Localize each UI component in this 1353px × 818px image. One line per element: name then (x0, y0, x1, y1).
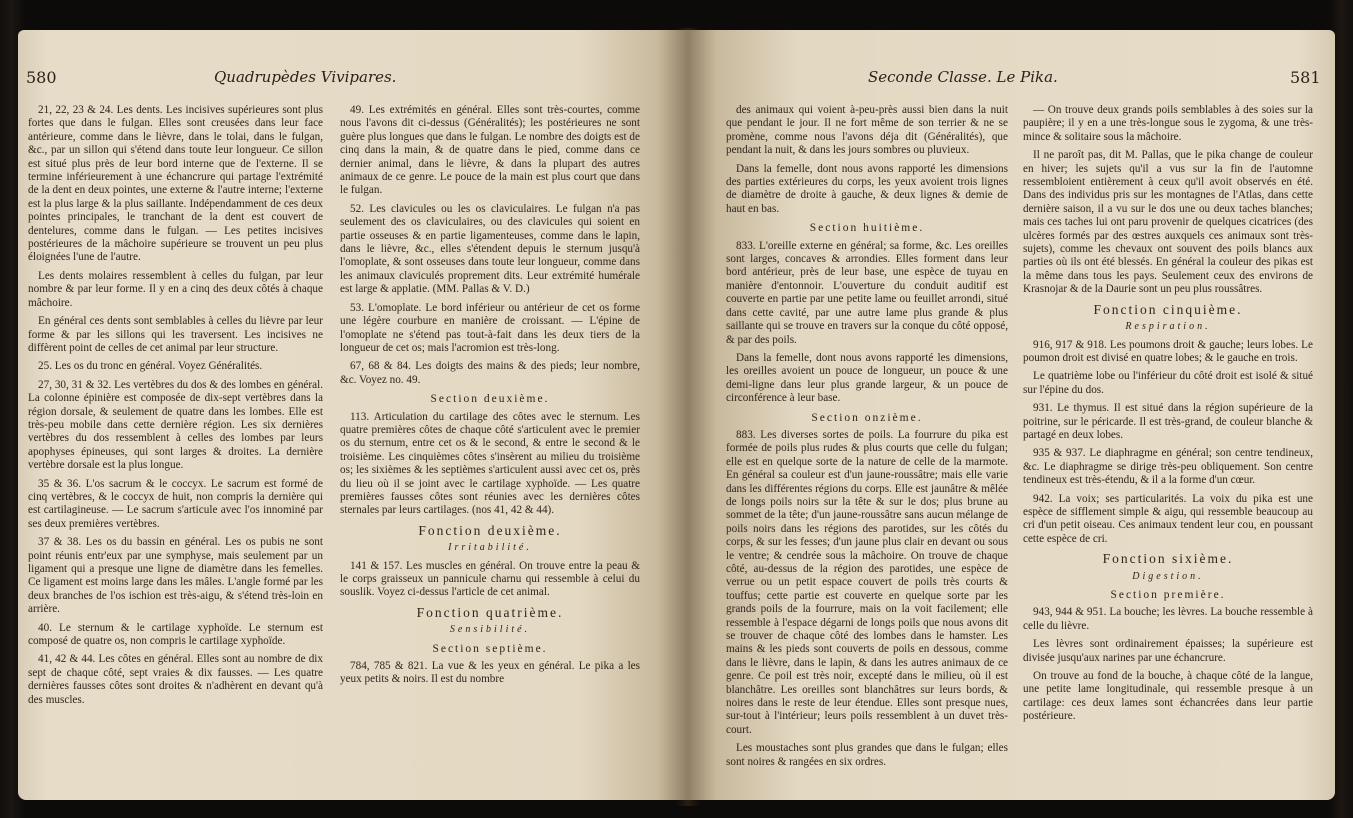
paragraph: Dans la femelle, dont nous avons rapporté les dimensions des parties extérieures du corps, les yeux avoient trois lignes de diamètre de droite à gauche, & deux lignes & demie de haut en bas. (726, 162, 1008, 215)
left-page-number: 580 (26, 68, 57, 87)
left-running-head: Quadrupèdes Vivipares. (214, 68, 397, 86)
paragraph: 25. Les os du tronc en général. Voyez Généralités. (38, 360, 263, 373)
section-heading: Fonction quatrième. (416, 604, 564, 620)
left-page (18, 30, 688, 800)
left-column-1 (28, 104, 323, 712)
paragraph: 833. L'oreille externe en général; sa forme, &c. Les oreilles sont larges, concaves & arrondies. Elles forment dans leur bord antérieur, près de leur base, une espèce de tuyau en manière d'entonnoir. L'ouverture du conduit auditif est couverte en partie par une petite lame ou feuillet arrondi, situé dans cette cavité, par une autre lame plus grande & plus saillante qui se trouve en travers sur la conque du côté opposé, & par des poils. (726, 239, 1008, 346)
paragraph: 784, 785 & 821. La vue & les yeux en général. Le pika a les yeux petits & noirs. Il est du nombre (340, 660, 640, 686)
paragraph: Dans la femelle, dont nous avons rapporté les dimensions, les oreilles avoient un pouce de longueur, un pouce & une demi-ligne dans leur plus grande largeur, & un pouce de circonférence à leur base. (726, 351, 1008, 405)
paragraph: des animaux qui voient à-peu-près aussi bien dans la nuit que pendant le jour. Il ne fort même de son terrier & ne se promène, comme nous l'avons déja dit (Généralités), que pendant la nuit, & dans les jours sombres ou pluvieux. (726, 104, 1008, 157)
subheading: Digestion. (1132, 570, 1204, 582)
section-heading: Section première. (1110, 589, 1226, 601)
subheading: Irritabilité. (448, 542, 532, 554)
right-running-head: Seconde Classe. Le Pika. (868, 68, 1058, 86)
section-heading: Section deuxième. (430, 393, 550, 406)
paragraph: 41, 42 & 44. Les côtes en général. Elles sont au nombre de dix sept de chaque côté, sept vraies & dix fausses. — Les quatre dernières fausses côtes sont droites & n'adhèrent en devant qu'à des muscles. (28, 653, 323, 706)
paragraph: 40. Le sternum & le cartilage xyphoïde. Le sternum est composé de quatre os, non compris le cartilage xyphoïde. (28, 621, 323, 648)
paragraph: 67, 68 & 84. Les doigts des mains & des pieds; leur nombre, &c. Voyez no. 49. (340, 360, 640, 386)
left-column-2 (340, 104, 640, 692)
paragraph: 21, 22, 23 & 24. Les dents. Les incisives supérieures sont plus fortes que dans le fulgan. Elles sont creusées dans leur face antérieure, comme dans le lièvre, dans le tolai, dans le fulgan, &c., par un sillon qui s'étend dans toute leur longueur. Ce sillon est situé plus près de leur bord interne que de l'externe. Il se termine inférieurement à une échancrure qui partage l'extrémité de la dent en deux pointes, une externe & l'autre interne; l'externe est la plus large & la plus saillante. Indépendamment de ces deux pointes principales, le tranchant de la dent est couvert de dentelures, comme dans le fulgan. — Les petites incisives postérieures de la mâchoire supérieure se trouvent un peu plus éloignées l'une de l'autre. (28, 104, 323, 264)
paragraph: Le quatrième lobe ou l'inférieur du côté droit est isolé & situé sur l'épine du dos. (1023, 370, 1313, 396)
section-heading: Fonction deuxième. (418, 522, 562, 538)
subheading: Respiration. (1125, 321, 1211, 333)
paragraph: 27, 30, 31 & 32. Les vertèbres du dos & des lombes en général. La colonne épinière est composée de dix-sept vertèbres dans la région dorsale, & seulement de quatre dans les lombes. Elle est très-peu mobile dans cette dernière région. Les six dernières vertèbres du dos ressemblent à celles des lombes par leurs apophyses épineuses, qui sont larges & droites. La dernière vertèbre dorsale est la plus longue. (28, 378, 323, 472)
right-column-1 (726, 104, 1008, 774)
section-heading: Fonction cinquième. (1093, 301, 1243, 317)
paragraph: En général ces dents sont semblables à celles du lièvre par leur forme & par les sillons qui les traversent. Les incisives ne diffèrent point de celles de cet animal par leur structure. (28, 315, 323, 354)
paragraph: 931. Le thymus. Il est situé dans la région supérieure de la poitrine, sur le péricarde. Il est très-grand, de couleur blanche & partagé en deux lobes. (1023, 402, 1313, 441)
paragraph: 52. Les clavicules ou les os claviculaires. Le fulgan n'a pas seulement des os claviculaires, ou des clavicules qui soient en partie osseuses & en partie ligamenteuses, comme dans le lapin, dans le lièvre, &c., elles s'étendent depuis le sternum jusqu'à l'omoplate, & sont osseuses dans toute leur longueur, comme dans les animaux claviculés proprement dits. Leur extrémité humérale est large & applatie. (MM. Pallas & V. D.) (340, 202, 640, 296)
section-heading: Section septième. (432, 642, 548, 655)
right-page (688, 30, 1335, 800)
paragraph: Les lèvres sont ordinairement épaisses; la supérieure est divisée jusqu'aux narines par une échancrure. (1023, 638, 1313, 664)
subheading: Sensibilité. (449, 624, 531, 636)
section-heading: Section onzième. (811, 411, 923, 424)
paragraph: 942. La voix; ses particularités. La voix du pika est une espèce de sifflement simple & aigu, qui ressemble beaucoup au cri d'un petit oiseau. Ces animaux tendent leur cou, en poussant cette espèce de cri. (1023, 492, 1313, 545)
paragraph: Les dents molaires ressemblent à celles du fulgan, par leur nombre & par leur forme. Il y en a cinq des deux côtés à chaque mâchoire. (28, 269, 323, 309)
paragraph: On trouve au fond de la bouche, à chaque côté de la langue, une petite lame longitudinale, qui ressemble presque à un cartilage: ces deux lames sont échancrées dans leur partie postérieure. (1023, 670, 1313, 723)
paragraph: — On trouve deux grands poils semblables à des soies sur la paupière; il y en a une très-longue sous le zygoma, & une très-mince & solitaire sous la mâchoire. (1023, 104, 1313, 143)
paragraph: 49. Les extrémités en général. Elles sont très-courtes, comme nous l'avons dit ci-dessus (Généralités); les postérieures ne sont guère plus longues que dans le fulgan. Le nombre des doigts est de cinq dans la main, & de quatre dans le pied, comme dans ce dernier animal, dans le lièvre, & dans la plupart des autres animaux de ce genre. Le pouce de la main est plus court que dans le fulgan. (340, 104, 640, 197)
paragraph: Les moustaches sont plus grandes que dans le fulgan; elles sont noires & rangées en six ordres. (726, 742, 1008, 768)
paragraph: 113. Articulation du cartilage des côtes avec le sternum. Les quatre premières côtes de chaque côté s'articulent avec le premier os du sternum, entre cet os & le second, & entre le second & le troisième. Les cinquièmes côtes s'insèrent au milieu du troisième os; les sixièmes & les septièmes s'articulent aussi avec cet os, près du lieu où il se joint avec le cartilage xyphoïde. — Les quatre premières fausses côtes sont réunies avec les dernières côtes sternales par leurs cartilages. (nos 41, 42 & 44). (340, 410, 640, 517)
right-page-number: 581 (1290, 68, 1321, 87)
paragraph: 35 & 36. L'os sacrum & le coccyx. Le sacrum est formé de cinq vertèbres, & le coccyx de huit, non compris la dernière qui est cartilagineuse. — Le sacrum s'articule avec l'os innominé par ses deux premières vertèbres. (28, 477, 323, 530)
paragraph: 37 & 38. Les os du bassin en général. Les os pubis ne sont point réunis entr'eux par une symphyse, mais seulement par un ligament qui a presque une ligne de diamètre dans les femelles. Ce ligament est moins large dans les mâles. L'angle formé par les deux branches de l'os ischion est très-aigu, & s'étend très-loin en arrière. (28, 536, 323, 616)
paragraph: 53. L'omoplate. Le bord inférieur ou antérieur de cet os forme une légère courbure en manière de croissant. — L'épine de l'omoplate ne s'étend pas tout-à-fait dans les deux tiers de la longueur de cet os; mais l'acromion est très-long. (340, 301, 640, 354)
paragraph: 935 & 937. Le diaphragme en général; son centre tendineux, &c. Le diaphragme se dirige très-peu obliquement. Son centre tendineux est très-étendu, & il a la forme d'un cœur. (1023, 447, 1313, 487)
paragraph: Il ne paroît pas, dit M. Pallas, que le pika change de couleur en hiver; les sujets qu'il a vus sur la fin de l'automne ressembloient entièrement à ceux qu'il avoit observés en été. Dans des individus pris sur les montagnes de l'Atlas, dans cette dernière saison, il a vu sur le dos une ou deux taches blanches; mais ces taches lui ont paru provenir de quelques cicatrices (des ulcères formés par des œstres auxquels ces animaux sont très-sujets), comme les chevaux ont souvent des poils blancs aux parties où ils ont été blessés. En général la couleur des pikas est la même dans tous les pays. Seulement ceux des environs de Krasnojar & de la Daurie sont un peu plus roussâtres. (1023, 149, 1313, 296)
section-heading: Fonction sixième. (1102, 551, 1234, 567)
paragraph: 883. Les diverses sortes de poils. La fourrure du pika est formée de poils plus rudes & plus courts que celle du fulgan; elle est en quelque sorte de la nature de celle de la marmote. En général sa couleur est d'un jaune-roussâtre; mais elle varie dans les différentes régions du corps. Elle est jaunâtre & mêlée de longs poils noirs sur la tête & sur le dos; plus brune au sommet de la tête; d'un jaune-roussâtre sans aucun mélange de poils noirs dans les régions des parotides, sur les côtés du corps, & sur les fesses; d'un jaune plus clair en devant ou sous le ventre; & cendrée sous la mâchoire. On trouve de chaque côté, au-dessus de la région des parotides, une espèce de verrue ou un petit espace couvert de poils très courts & touffus; cette partie est couverte en quelque sorte par les grands poils de la fourrure, mais on la voit facilement; elle ressemble à l'espace dégarni de longs poils que nous avons dit se trouver de chaque côté des lombes dans le hamster. Les mains & les pieds sont couverts de poils en dessous, comme dans le lièvre, dans le lapin, & dans les autres animaux de ce genre. Ce poil est très noir, excepté dans le milieu, où il est blanchâtre. Les oreilles sont blanchâtres sur leurs bords, & noires dans le reste de leur étendue. Elles sont presque nues, sur-tout à l'intérieur; leurs poils ressemblent à un duvet très-court. (726, 428, 1008, 736)
paragraph: 916, 917 & 918. Les poumons droit & gauche; leurs lobes. Le poumon droit est divisé en quatre lobes; & le gauche en trois. (1023, 338, 1313, 364)
section-heading: Section huitième. (809, 222, 925, 235)
right-column-2 (1023, 104, 1313, 729)
paragraph: 943, 944 & 951. La bouche; les lèvres. La bouche ressemble à celle du lièvre. (1023, 606, 1313, 632)
paragraph: 141 & 157. Les muscles en général. On trouve entre la peau & le corps graisseux un pannicule charnu qui ressemble à celui du souslik. Voyez ci-dessus l'article de cet animal. (340, 559, 640, 599)
